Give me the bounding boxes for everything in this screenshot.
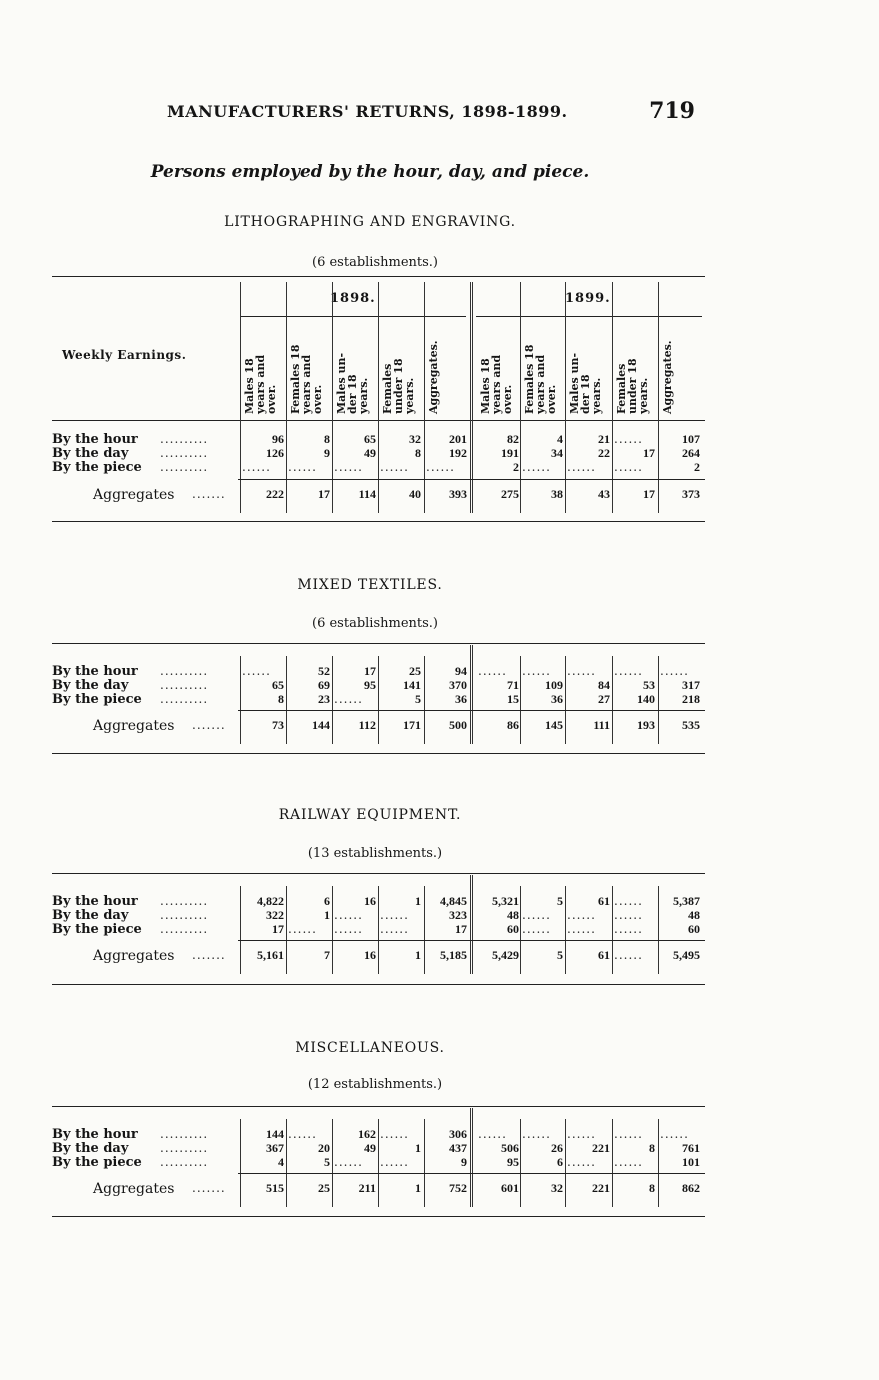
table-cell: 506 xyxy=(501,1141,519,1155)
establishments-note: (13 establishments.) xyxy=(307,846,443,861)
aggregates-rule xyxy=(238,710,705,711)
table-cell: 317 xyxy=(682,678,700,692)
table-top-rule xyxy=(52,276,705,277)
table-cell: 201 xyxy=(449,432,467,446)
empty-cell-dots: ...... xyxy=(380,460,409,474)
table-cell: 5,161 xyxy=(257,948,284,962)
table-cell: 17 xyxy=(364,664,376,678)
empty-cell-dots: ...... xyxy=(567,664,596,678)
empty-cell-dots: ...... xyxy=(426,460,455,474)
table-bottom-rule xyxy=(52,984,705,985)
table-cell: 61 xyxy=(598,948,610,962)
table-cell: 49 xyxy=(364,446,376,460)
table-cell: 145 xyxy=(545,718,563,732)
table-cell: 1 xyxy=(324,908,330,922)
table-cell: 22 xyxy=(598,446,610,460)
page-subtitle: Persons employed by the hour, day, and piece. xyxy=(150,162,590,182)
table-cell: 5,321 xyxy=(492,894,519,908)
table-cell: 60 xyxy=(507,922,519,936)
page-number: 719 xyxy=(649,98,695,124)
table-cell: 5 xyxy=(557,894,563,908)
table-cell: 192 xyxy=(449,446,467,460)
column-header: Females 18 years and over. xyxy=(523,344,558,414)
row-label-aggregates: Aggregates xyxy=(93,1181,175,1197)
empty-cell-dots: ...... xyxy=(614,908,643,922)
empty-cell-dots: ...... xyxy=(334,922,363,936)
row-label-hour: By the hour xyxy=(52,1127,138,1142)
empty-cell-dots: ...... xyxy=(522,664,551,678)
row-label-piece: By the piece xyxy=(52,460,142,475)
table-cell: 25 xyxy=(318,1181,330,1195)
table-cell: 126 xyxy=(266,446,284,460)
table-cell: 17 xyxy=(318,487,330,501)
column-header: Males un- der 18 years. xyxy=(335,352,370,414)
table-cell: 5,185 xyxy=(440,948,467,962)
column-header: Males 18 years and over. xyxy=(243,354,278,414)
leader-dots: ....... xyxy=(192,1181,226,1195)
table-cell: 49 xyxy=(364,1141,376,1155)
column-header: Females under 18 years. xyxy=(615,358,650,414)
table-cell: 69 xyxy=(318,678,330,692)
table-cell: 17 xyxy=(643,487,655,501)
empty-cell-dots: ...... xyxy=(380,908,409,922)
table-cell: 95 xyxy=(364,678,376,692)
table-cell: 94 xyxy=(455,664,467,678)
table-cell: 48 xyxy=(688,908,700,922)
leader-dots: .......... xyxy=(160,432,209,446)
table-cell: 16 xyxy=(364,948,376,962)
table-cell: 36 xyxy=(455,692,467,706)
empty-cell-dots: ...... xyxy=(334,460,363,474)
leader-dots: .......... xyxy=(160,664,209,678)
table-cell: 65 xyxy=(364,432,376,446)
table-cell: 71 xyxy=(507,678,519,692)
table-cell: 61 xyxy=(598,894,610,908)
leader-dots: .......... xyxy=(160,446,209,460)
table-cell: 211 xyxy=(358,1181,376,1195)
table-cell: 2 xyxy=(694,460,700,474)
table-cell: 34 xyxy=(551,446,563,460)
column-header: Females 18 years and over. xyxy=(289,344,324,414)
column-divider xyxy=(612,886,613,974)
leader-dots: .......... xyxy=(160,460,209,474)
column-header: Aggregates. xyxy=(427,340,440,414)
table-cell: 162 xyxy=(358,1127,376,1141)
section-title: LITHOGRAPHING AND ENGRAVING. xyxy=(224,214,516,230)
table-cell: 36 xyxy=(551,692,563,706)
table-cell: 5 xyxy=(415,692,421,706)
year-underline-1899 xyxy=(476,316,702,317)
table-bottom-rule xyxy=(52,1216,705,1217)
row-label-day: By the day xyxy=(52,1141,129,1156)
table-cell: 437 xyxy=(449,1141,467,1155)
running-title: MANUFACTURERS' RETURNS, 1898-1899. xyxy=(167,102,568,121)
empty-cell-dots: ...... xyxy=(614,460,643,474)
table-cell: 25 xyxy=(409,664,421,678)
table-cell: 73 xyxy=(272,718,284,732)
table-cell: 191 xyxy=(501,446,519,460)
table-cell: 5,429 xyxy=(492,948,519,962)
table-cell: 1 xyxy=(415,1141,421,1155)
leader-dots: .......... xyxy=(160,678,209,692)
establishments-note: (6 establishments.) xyxy=(312,616,438,631)
empty-cell-dots: ...... xyxy=(614,894,643,908)
empty-cell-dots: ...... xyxy=(334,908,363,922)
table-cell: 38 xyxy=(551,487,563,501)
empty-cell-dots: ...... xyxy=(380,922,409,936)
table-cell: 221 xyxy=(592,1181,610,1195)
table-cell: 17 xyxy=(272,922,284,936)
empty-cell-dots: ...... xyxy=(614,922,643,936)
table-cell: 535 xyxy=(682,718,700,732)
table-cell: 761 xyxy=(682,1141,700,1155)
table-cell: 101 xyxy=(682,1155,700,1169)
empty-cell-dots: ...... xyxy=(567,908,596,922)
leader-dots: .......... xyxy=(160,692,209,706)
table-cell: 60 xyxy=(688,922,700,936)
empty-cell-dots: ...... xyxy=(660,1127,689,1141)
empty-cell-dots: ...... xyxy=(614,948,643,962)
establishments-note: (12 establishments.) xyxy=(307,1077,443,1092)
table-cell: 65 xyxy=(272,678,284,692)
empty-cell-dots: ...... xyxy=(567,1155,596,1169)
table-cell: 9 xyxy=(461,1155,467,1169)
empty-cell-dots: ...... xyxy=(380,1127,409,1141)
table-cell: 222 xyxy=(266,487,284,501)
section-title: MISCELLANEOUS. xyxy=(295,1040,445,1056)
table-cell: 1 xyxy=(415,894,421,908)
leader-dots: ....... xyxy=(192,718,226,732)
leader-dots: .......... xyxy=(160,908,209,922)
aggregates-rule xyxy=(238,479,705,480)
empty-cell-dots: ...... xyxy=(478,664,507,678)
weekly-earnings-label: Weekly Earnings. xyxy=(62,348,187,362)
table-cell: 370 xyxy=(449,678,467,692)
table-cell: 32 xyxy=(409,432,421,446)
empty-cell-dots: ...... xyxy=(614,1127,643,1141)
section-title: RAILWAY EQUIPMENT. xyxy=(278,807,462,823)
empty-cell-dots: ...... xyxy=(288,1127,317,1141)
empty-cell-dots: ...... xyxy=(242,460,271,474)
row-label-aggregates: Aggregates xyxy=(93,487,175,503)
column-header: Males un- der 18 years. xyxy=(568,352,603,414)
empty-cell-dots: ...... xyxy=(522,908,551,922)
table-cell: 8 xyxy=(649,1181,655,1195)
leader-dots: ....... xyxy=(192,487,226,501)
table-cell: 9 xyxy=(324,446,330,460)
table-cell: 4 xyxy=(278,1155,284,1169)
table-cell: 8 xyxy=(415,446,421,460)
table-cell: 16 xyxy=(364,894,376,908)
empty-cell-dots: ...... xyxy=(660,664,689,678)
row-label-aggregates: Aggregates xyxy=(93,948,175,964)
table-cell: 95 xyxy=(507,1155,519,1169)
table-cell: 32 xyxy=(551,1181,563,1195)
row-label-hour: By the hour xyxy=(52,432,138,447)
table-cell: 306 xyxy=(449,1127,467,1141)
table-cell: 4,822 xyxy=(257,894,284,908)
establishments-note: (6 establishments.) xyxy=(312,255,438,270)
table-cell: 322 xyxy=(266,908,284,922)
table-cell: 218 xyxy=(682,692,700,706)
empty-cell-dots: ...... xyxy=(567,1127,596,1141)
empty-cell-dots: ...... xyxy=(478,1127,507,1141)
table-cell: 323 xyxy=(449,908,467,922)
table-top-rule xyxy=(52,1106,705,1107)
table-cell: 96 xyxy=(272,432,284,446)
table-cell: 53 xyxy=(643,678,655,692)
empty-cell-dots: ...... xyxy=(567,922,596,936)
table-top-rule xyxy=(52,873,705,874)
table-cell: 107 xyxy=(682,432,700,446)
year-underline-1898 xyxy=(240,316,466,317)
column-header: Females under 18 years. xyxy=(381,358,416,414)
leader-dots: .......... xyxy=(160,1141,209,1155)
year-1899-label: 1899. xyxy=(565,291,611,306)
aggregates-rule xyxy=(238,1173,705,1174)
table-cell: 27 xyxy=(598,692,610,706)
table-cell: 8 xyxy=(278,692,284,706)
table-cell: 17 xyxy=(643,446,655,460)
table-cell: 82 xyxy=(507,432,519,446)
table-cell: 862 xyxy=(682,1181,700,1195)
table-top-rule xyxy=(52,643,705,644)
table-cell: 112 xyxy=(358,718,376,732)
row-label-piece: By the piece xyxy=(52,692,142,707)
row-label-day: By the day xyxy=(52,908,129,923)
empty-cell-dots: ...... xyxy=(334,1155,363,1169)
column-header: Males 18 years and over. xyxy=(479,354,514,414)
table-cell: 17 xyxy=(455,922,467,936)
table-cell: 515 xyxy=(266,1181,284,1195)
table-cell: 43 xyxy=(598,487,610,501)
table-cell: 84 xyxy=(598,678,610,692)
leader-dots: ....... xyxy=(192,948,226,962)
section-title: MIXED TEXTILES. xyxy=(297,577,443,593)
table-cell: 15 xyxy=(507,692,519,706)
empty-cell-dots: ...... xyxy=(334,692,363,706)
table-cell: 601 xyxy=(501,1181,519,1195)
year-divider xyxy=(470,1108,473,1207)
table-bottom-rule xyxy=(52,753,705,754)
table-cell: 26 xyxy=(551,1141,563,1155)
table-cell: 40 xyxy=(409,487,421,501)
table-cell: 86 xyxy=(507,718,519,732)
empty-cell-dots: ...... xyxy=(522,922,551,936)
table-cell: 5 xyxy=(324,1155,330,1169)
table-cell: 5,495 xyxy=(673,948,700,962)
empty-cell-dots: ...... xyxy=(380,1155,409,1169)
empty-cell-dots: ...... xyxy=(288,460,317,474)
year-divider xyxy=(470,875,473,974)
row-label-piece: By the piece xyxy=(52,922,142,937)
row-label-hour: By the hour xyxy=(52,894,138,909)
row-label-day: By the day xyxy=(52,446,129,461)
empty-cell-dots: ...... xyxy=(567,460,596,474)
table-cell: 114 xyxy=(358,487,376,501)
table-cell: 8 xyxy=(649,1141,655,1155)
table-cell: 5,387 xyxy=(673,894,700,908)
page-header xyxy=(165,96,705,126)
empty-cell-dots: ...... xyxy=(614,1155,643,1169)
row-label-piece: By the piece xyxy=(52,1155,142,1170)
table-cell: 20 xyxy=(318,1141,330,1155)
table-cell: 48 xyxy=(507,908,519,922)
table-cell: 8 xyxy=(324,432,330,446)
table-cell: 4,845 xyxy=(440,894,467,908)
row-label-aggregates: Aggregates xyxy=(93,718,175,734)
table-cell: 275 xyxy=(501,487,519,501)
table-cell: 373 xyxy=(682,487,700,501)
leader-dots: .......... xyxy=(160,894,209,908)
table-cell: 6 xyxy=(324,894,330,908)
table-cell: 140 xyxy=(637,692,655,706)
table-cell: 52 xyxy=(318,664,330,678)
table-cell: 109 xyxy=(545,678,563,692)
table-bottom-rule xyxy=(52,521,705,522)
leader-dots: .......... xyxy=(160,1155,209,1169)
row-label-hour: By the hour xyxy=(52,664,138,679)
table-cell: 264 xyxy=(682,446,700,460)
table-cell: 111 xyxy=(593,718,610,732)
table-cell: 6 xyxy=(557,1155,563,1169)
table-cell: 367 xyxy=(266,1141,284,1155)
empty-cell-dots: ...... xyxy=(614,664,643,678)
table-cell: 4 xyxy=(557,432,563,446)
table-cell: 23 xyxy=(318,692,330,706)
table-cell: 2 xyxy=(513,460,519,474)
empty-cell-dots: ...... xyxy=(242,664,271,678)
table-cell: 1 xyxy=(415,948,421,962)
table-cell: 5 xyxy=(557,948,563,962)
table-cell: 21 xyxy=(598,432,610,446)
empty-cell-dots: ...... xyxy=(288,922,317,936)
column-header: Aggregates. xyxy=(661,340,674,414)
empty-cell-dots: ...... xyxy=(522,460,551,474)
table-cell: 141 xyxy=(403,678,421,692)
table-cell: 144 xyxy=(312,718,330,732)
empty-cell-dots: ...... xyxy=(522,1127,551,1141)
table-cell: 144 xyxy=(266,1127,284,1141)
table-cell: 393 xyxy=(449,487,467,501)
aggregates-rule xyxy=(238,940,705,941)
leader-dots: .......... xyxy=(160,922,209,936)
year-1898-label: 1898. xyxy=(330,291,376,306)
leader-dots: .......... xyxy=(160,1127,209,1141)
empty-cell-dots: ...... xyxy=(614,432,643,446)
table-cell: 7 xyxy=(324,948,330,962)
table-cell: 193 xyxy=(637,718,655,732)
row-label-day: By the day xyxy=(52,678,129,693)
year-divider xyxy=(470,645,473,744)
table-cell: 171 xyxy=(403,718,421,732)
table-cell: 1 xyxy=(415,1181,421,1195)
table-cell: 752 xyxy=(449,1181,467,1195)
table-cell: 500 xyxy=(449,718,467,732)
table-cell: 221 xyxy=(592,1141,610,1155)
